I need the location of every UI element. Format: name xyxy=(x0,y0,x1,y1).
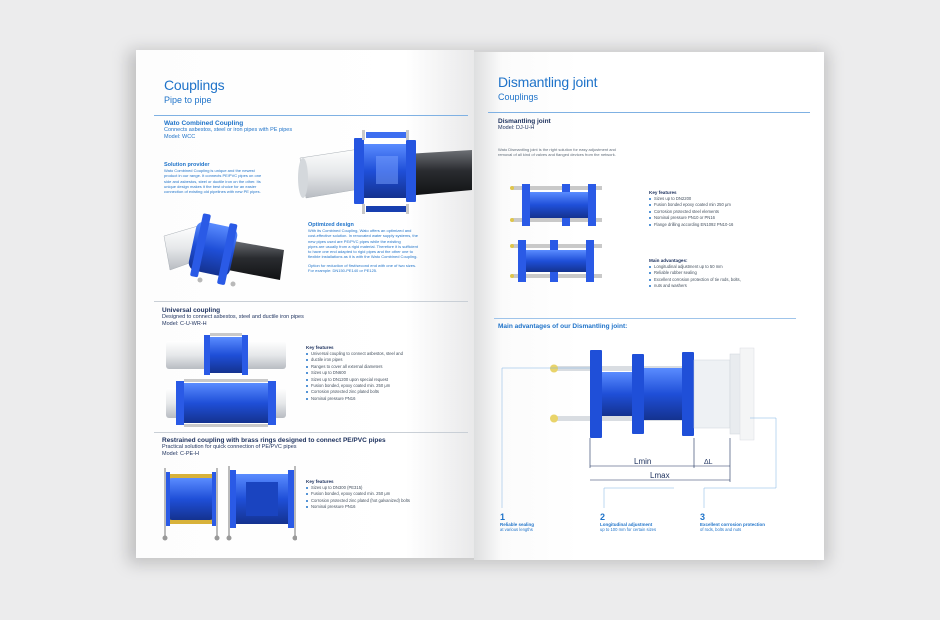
callout-2: 2 Longitudinal adjustment up to 100 mm for certain sizes xyxy=(600,512,657,532)
dj-advantages-list xyxy=(649,264,799,290)
dj-features-list xyxy=(649,196,799,228)
list-item: Fusion bonded, epoxy coated min. 250 μm xyxy=(306,383,436,389)
section-divider xyxy=(494,318,796,319)
list-item: Fusion bonded epoxy coated min 250 μm xyxy=(649,202,799,208)
list-item: Flange drilling according EN1092 PN10-16 xyxy=(649,222,799,228)
list-item: Excellent corrosion protection of tie rods, bolts, xyxy=(649,277,799,283)
list-item: Sizes up to DN600 xyxy=(306,370,436,376)
lmin-label: Lmin xyxy=(634,457,652,466)
dj-product-images xyxy=(508,178,608,298)
list-item: Longitudinal adjustment up to 50 mm xyxy=(649,264,799,270)
main-advantages-heading: Main advantages of our Dismantling joint: xyxy=(498,323,628,330)
restrained-model: Model: C-PE-H xyxy=(162,451,199,457)
lmax-label: Lmax xyxy=(650,471,670,480)
restrained-title: Restrained coupling with brass rings designed to connect PE/PVC pipes xyxy=(162,437,386,444)
page-title: Dismantling joint xyxy=(498,74,598,90)
universal-coupling-image xyxy=(166,333,286,428)
list-item: Corrosion protected zinc plated (hot galvanized) bolts xyxy=(306,498,456,504)
page-title: Couplings xyxy=(164,77,225,93)
restrained-coupling-image xyxy=(162,464,297,544)
universal-features-list xyxy=(306,351,436,402)
list-item: Universal coupling to connect asbestos, steel and xyxy=(306,351,436,357)
list-item: Reliable rubber sealing xyxy=(649,270,799,276)
list-item: ductile iron pipes xyxy=(306,357,436,363)
universal-key-features-label: Key features xyxy=(306,345,334,350)
delta-l-label: ΔL xyxy=(704,459,713,466)
list-item: Sizes up to DN1200 upon special request xyxy=(306,377,436,383)
universal-model: Model: C-U-WR-H xyxy=(162,321,207,327)
page-subtitle: Pipe to pipe xyxy=(164,95,212,105)
solution-text: Wato Combined Coupling is unique and the newest product in our range. It connects PE/PVC pipes on one side and asbestos, steel or ductile iron on the other. Its unique design makes it the best choice for an easier connection of existing old pipelines with new PE pipes. xyxy=(164,168,262,195)
right-page xyxy=(474,52,824,560)
wcc-coupling-image xyxy=(296,126,474,226)
restrained-desc: Practical solution for quick connection of PE/PVC pipes xyxy=(162,444,297,450)
callout-1: 1 Reliable sealing at various lengths xyxy=(500,512,535,532)
list-item: Fusion bonded, epoxy coated min. 250 μm xyxy=(306,491,456,497)
list-item: Nominal pressure PN16 xyxy=(306,504,456,510)
dj-section-title: Dismantling joint xyxy=(498,118,551,125)
list-item: Corrosion protected steel elements xyxy=(649,209,799,215)
dj-model: Model: DJ-U-H xyxy=(498,125,535,131)
dj-key-features-label: Key features xyxy=(649,190,677,195)
optimized-title: Optimized design xyxy=(308,222,354,228)
universal-desc: Designed to connect asbestos, steel and ductile iron pipes xyxy=(162,314,304,320)
section-divider-2 xyxy=(154,432,468,433)
callout-3: 3 Excellent corrosion protection of rods, bolts and nuts xyxy=(700,512,766,532)
wcc-model: Model: WCC xyxy=(164,134,196,140)
wcc-small-coupling-image xyxy=(158,210,288,290)
restrained-key-features-label: Key features xyxy=(306,479,334,484)
list-item: Sizes up to DN300 (PE315) xyxy=(306,485,456,491)
solution-title: Solution provider xyxy=(164,162,210,168)
list-item: Nominal pressure PN16 xyxy=(306,396,436,402)
wcc-title: Wato Combined Coupling xyxy=(164,120,244,127)
universal-title: Universal coupling xyxy=(162,307,221,314)
list-item: nuts and washers xyxy=(649,283,799,289)
list-item: Nominal pressure PN10 or PN16 xyxy=(649,215,799,221)
page-subtitle: Couplings xyxy=(498,92,539,102)
section-divider-1 xyxy=(154,301,468,302)
optimized-text: With its Combined Coupling, Wato offers an optimized and cost-effective solution. In renovated water supply systems, the new pipes used are PE/PVC pipes while the existing pipes are usually from a rigid material. Therefore it is sufficient to have one end adapted to rigid pipes and the other one to flexible installations as it is with the Wato Combined Coupling. Option for reduction of first/second end with one of two sizes. For example: DN150-PE140 or PE125. xyxy=(308,228,418,274)
list-item: Corrosion protected zinc plated bolts xyxy=(306,389,436,395)
restrained-features-list xyxy=(306,485,456,511)
title-rule xyxy=(154,115,468,116)
list-item: Ranges to cover all external diameters xyxy=(306,364,436,370)
dj-main-advantages-label: Main advantages: xyxy=(649,258,688,263)
title-rule xyxy=(488,112,810,113)
list-item: Sizes up to DN2200 xyxy=(649,196,799,202)
dj-diagram xyxy=(494,338,814,508)
left-page xyxy=(136,50,474,558)
wcc-desc: Connects asbestos, steel or iron pipes with PE pipes xyxy=(164,127,293,133)
dj-intro: Wato Dismantling joint is the right solution for easy adjustment and removal of all kind of valves and flanged devices from the network. xyxy=(498,147,616,158)
